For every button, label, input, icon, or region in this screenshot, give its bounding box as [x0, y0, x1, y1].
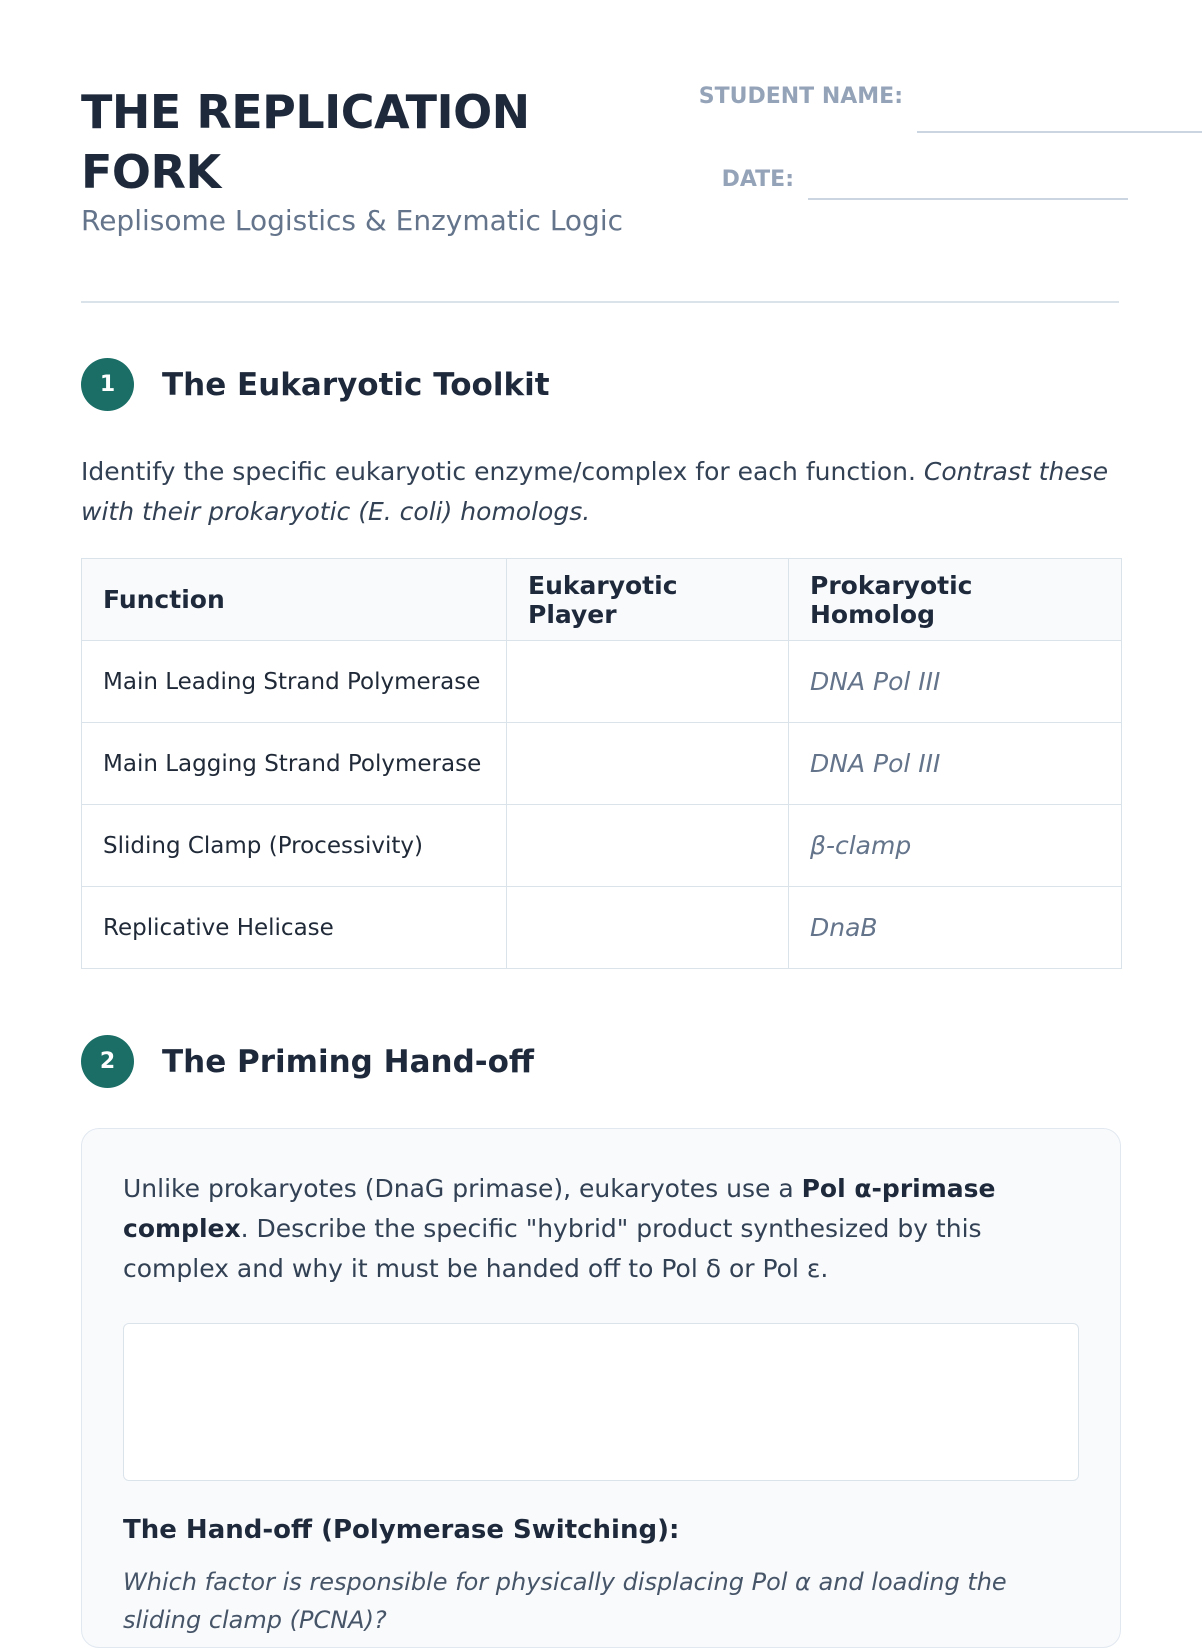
- eukaryotic-answer-cell[interactable]: [507, 641, 789, 723]
- page-subtitle: Replisome Logistics & Enzymatic Logic: [81, 204, 624, 237]
- eukaryotic-answer-cell[interactable]: [507, 805, 789, 887]
- table-row: [82, 887, 1122, 969]
- section-1-instructions: [81, 452, 1121, 532]
- worksheet-header: [81, 0, 1119, 303]
- instructions-text: Identify the specific eukaryotic enzyme/complex for each function.: [81, 457, 916, 486]
- toolkit-table: [81, 558, 1122, 969]
- section-title: The Eukaryotic Toolkit: [162, 366, 550, 403]
- table-header-row: [82, 559, 1122, 641]
- handoff-question: Which factor is responsible for physically displacing Pol α and loading the sliding clamp (PCNA)?: [123, 1568, 1007, 1634]
- prokaryotic-homolog-cell: β-clamp: [789, 805, 1122, 887]
- section-2-heading: [81, 1035, 534, 1088]
- prokaryotic-homolog-cell: DNA Pol III: [789, 723, 1122, 805]
- eukaryotic-answer-cell[interactable]: [507, 887, 789, 969]
- section-title: The Priming Hand-off: [162, 1043, 535, 1080]
- date-label: DATE:: [721, 167, 794, 192]
- student-name-label: STUDENT NAME:: [698, 84, 903, 109]
- table-row: [82, 805, 1122, 887]
- section-number-badge: 1: [81, 358, 134, 411]
- priming-question-card: [81, 1128, 1121, 1648]
- column-header-function: Function: [82, 559, 507, 641]
- function-cell: Main Leading Strand Polymerase: [82, 641, 507, 723]
- eukaryotic-answer-cell[interactable]: [507, 723, 789, 805]
- priming-question-text: [123, 1169, 1013, 1289]
- section-number-badge: 2: [81, 1035, 134, 1088]
- section-1-heading: [81, 358, 550, 411]
- instructions-emphasis: Contrast these with their prokaryotic (E. coli) homologs.: [81, 457, 1109, 526]
- handoff-subheading: The Hand-off (Polymerase Switching):: [123, 1515, 680, 1545]
- function-cell: Sliding Clamp (Processivity): [82, 805, 507, 887]
- page-title: THE REPLICATION FORK: [81, 85, 530, 199]
- table-row: [82, 723, 1122, 805]
- question-text-end: . Describe the specific "hybrid" product synthesized by this complex and why it must be handed off to Pol δ or Pol ε.: [123, 1214, 982, 1283]
- student-name-field[interactable]: [917, 131, 1202, 133]
- column-header-eukaryotic: Eukaryotic Player: [507, 559, 789, 641]
- function-cell: Replicative Helicase: [82, 887, 507, 969]
- prokaryotic-homolog-cell: DnaB: [789, 887, 1122, 969]
- column-header-prokaryotic: Prokaryotic Homolog: [789, 559, 1122, 641]
- date-field[interactable]: [808, 198, 1128, 200]
- table-row: [82, 641, 1122, 723]
- priming-answer-box[interactable]: [123, 1323, 1079, 1481]
- question-text-bold: Pol α-primase complex: [123, 1174, 996, 1243]
- question-text-start: Unlike prokaryotes (DnaG primase), eukaryotes use a: [123, 1174, 794, 1203]
- prokaryotic-homolog-cell: DNA Pol III: [789, 641, 1122, 723]
- function-cell: Main Lagging Strand Polymerase: [82, 723, 507, 805]
